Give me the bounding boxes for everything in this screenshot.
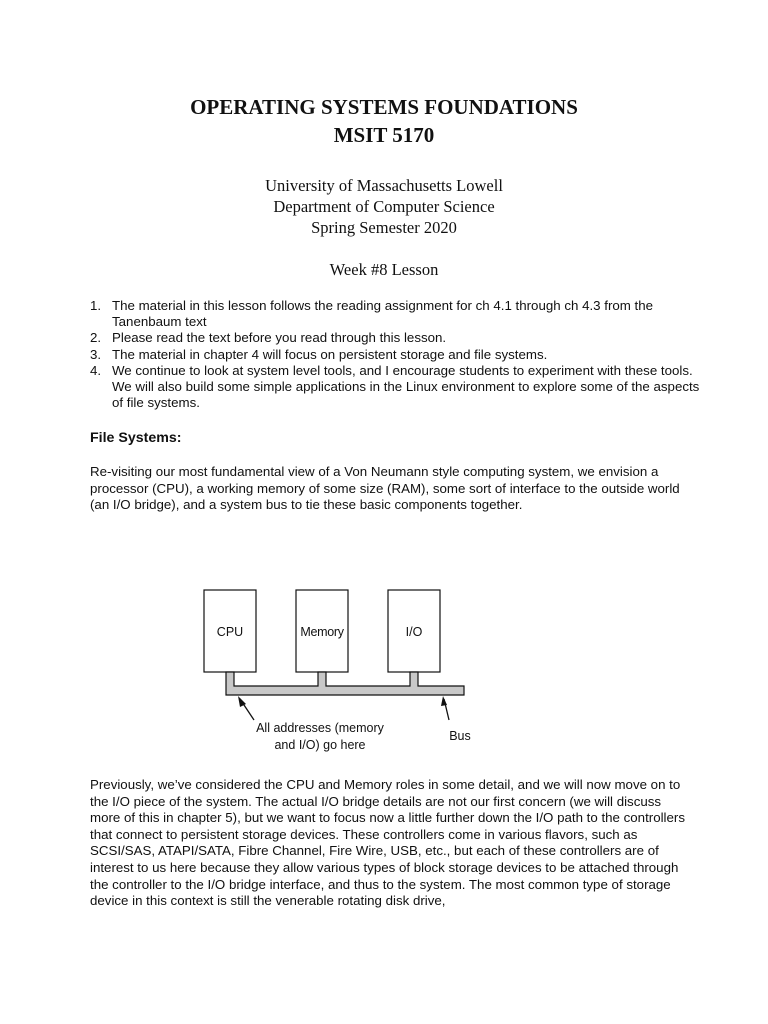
semester-label: Spring Semester 2020	[311, 218, 457, 237]
lesson-label: Week #8 Lesson	[329, 260, 439, 279]
paragraph-io-path: Previously, we’ve considered the CPU and Memory roles in some detail, and we will now move on to the I/O piece of the system. The actual I/O bridge details are not our first concern (we will discuss more of this in chapter 5), but we want to focus now a little further down the I/O path to the controllers that connect to persistent storage devices. These controllers come in various flavors, such as SCSI/SAS, ATAPI/SATA, Fibre Channel, Fire Wire, USB, etc., but each of these controllers are of interest to us here because they allow various types of block storage devices to be attached through the controller to the I/O bridge interface, and thus to the system. The most common type of storage device in this context is still the venerable rotating disk drive,	[90, 777, 685, 909]
list-item	[90, 347, 700, 363]
list-item-text: Please read the text before you read through this lesson.	[112, 330, 447, 346]
list-item-number: 1.	[90, 298, 102, 313]
list-item	[90, 363, 700, 412]
bus-arrow-head	[441, 696, 447, 706]
cpu-label: CPU	[216, 625, 244, 639]
addresses-label: All addresses (memory and I/O) go here	[256, 721, 384, 752]
list-item-number: 3.	[90, 346, 102, 362]
list-item-text: The material in this lesson follows the reading assignment for ch 4.1 through ch 4.3 from the Tanenbaum text	[112, 298, 654, 330]
list-item-text: The material in chapter 4 will focus on persistent storage and file systems.	[112, 346, 548, 362]
department-name: Department of Computer Science	[273, 197, 495, 216]
section-heading: File Systems:	[90, 430, 182, 446]
list-item-text: We continue to look at system level tools, and I encourage students to experiment with these tools. We will also build some simple applications in the Linux environment to explore some of the aspects of file systems.	[112, 362, 700, 411]
paragraph-von-neumann: Re-visiting our most fundamental view of a Von Neumann style computing system, we envision a processor (CPU), a working memory of some size (RAM), some sort of interface to the outside world (an I/O bridge), and a system bus to tie these basic components together.	[90, 464, 680, 513]
list-item	[90, 330, 700, 346]
system-bus	[226, 672, 464, 695]
von-neumann-diagram	[185, 580, 485, 760]
intro-list	[90, 298, 700, 411]
io-label: I/O	[405, 625, 423, 639]
memory-label: Memory	[300, 625, 344, 639]
bus-label: Bus	[449, 729, 471, 743]
list-item-number: 2.	[90, 330, 102, 346]
university-name: University of Massachusetts Lowell	[265, 176, 503, 195]
course-code: MSIT 5170	[333, 123, 435, 147]
list-item-number: 4.	[90, 362, 102, 378]
course-title: OPERATING SYSTEMS FOUNDATIONS	[190, 95, 578, 119]
list-item	[90, 298, 700, 330]
